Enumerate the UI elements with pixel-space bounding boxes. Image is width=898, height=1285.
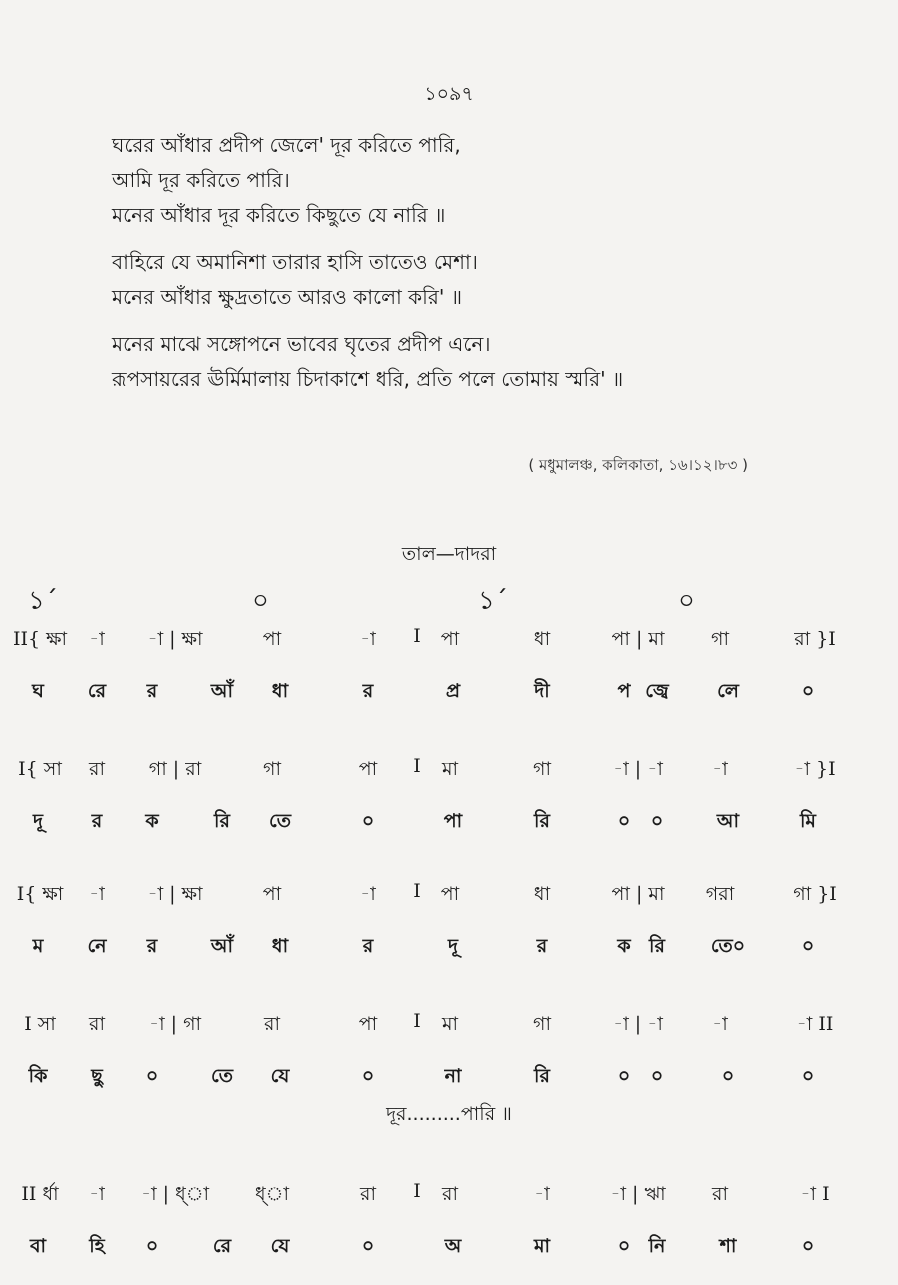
lyric-syllable: রি (534, 810, 550, 832)
lyric-syllable: ০ (650, 810, 664, 832)
lyric-syllable: ০ (361, 1065, 375, 1087)
notation-block-3 (0, 880, 898, 984)
lyric-syllable: হি (89, 1235, 105, 1257)
notation-block-1 (0, 625, 898, 729)
note-cell: -া | ক্ষা (147, 883, 203, 905)
swaralipi-row (0, 625, 898, 677)
lyric-syllable: ০ (801, 1235, 815, 1257)
note-cell: -া (360, 883, 376, 905)
note-cell: II র্ধা (21, 1183, 59, 1205)
lyric-syllable: ঘ (32, 680, 44, 702)
lyric-syllable: পা (443, 810, 463, 832)
lyric-syllable: ০ (145, 1065, 159, 1087)
poem-line: রূপসায়রের ঊর্মিমালায় চিদাকাশে ধরি, প্রতি পলে তোমায় স্মরি' ॥ (112, 367, 624, 391)
beat-marker: ০ (678, 586, 695, 616)
lyric-syllable: রি (214, 810, 230, 832)
taal-title: তাল—দাদরা (401, 543, 497, 565)
lyric-syllable: তে (269, 810, 291, 832)
lyric-syllable: ০ (801, 680, 815, 702)
lyric-syllable: আঁ (210, 680, 234, 702)
note-cell: পা | মা (611, 883, 665, 905)
lyric-syllable: অ (444, 1235, 462, 1257)
note-cell: -া I (800, 1183, 830, 1205)
note-cell: গা (263, 758, 281, 780)
lyric-syllable: যে (270, 1065, 290, 1087)
note-cell: -া II (796, 1013, 834, 1035)
lyric-syllable: র (146, 935, 158, 957)
note-cell: রা (89, 1013, 105, 1035)
note-cell: রা (712, 1183, 728, 1205)
lyric-syllable: জ্বে (645, 680, 669, 702)
note-cell: মা (441, 1013, 459, 1035)
swaralipi-row (0, 880, 898, 932)
notation-block-2 (0, 755, 898, 859)
lyric-syllable: কি (28, 1065, 48, 1087)
poem-line: মনের মাঝে সঙ্গোপনে ভাবের ঘৃতের প্রদীপ এনে। (112, 332, 491, 356)
note-cell: পা (440, 628, 460, 650)
note-cell: রা (360, 1183, 376, 1205)
lyric-syllable: ০ (361, 810, 375, 832)
lyric-syllable: র (146, 680, 158, 702)
note-cell: -া }I (794, 758, 836, 780)
note-cell: I (413, 1010, 421, 1032)
lyric-syllable: ০ (650, 1065, 664, 1087)
lyric-syllable: রে (212, 1235, 232, 1257)
note-cell: I{ সা (18, 758, 62, 780)
note-cell: -া | ধ্া (140, 1183, 210, 1205)
page-number: ১০৯৭ (424, 83, 474, 105)
lyric-row (0, 807, 898, 859)
note-cell: পা (358, 1013, 378, 1035)
beat-marker: ১´ (28, 586, 58, 616)
poem-line: মনের আঁধার ক্ষুদ্রতাতে আরও কালো করি' ॥ (112, 285, 463, 309)
note-cell: -া | -া (613, 758, 663, 780)
lyric-syllable: দূ (33, 810, 43, 832)
lyric-syllable: র (536, 935, 548, 957)
poem-line: মনের আঁধার দূর করিতে কিছুতে যে নারি ॥ (112, 203, 446, 227)
lyric-syllable: ০ (801, 935, 815, 957)
stanza-1 (112, 128, 623, 233)
lyric-syllable: শা (719, 1235, 737, 1257)
note-cell: I (413, 880, 421, 902)
lyric-syllable: ক (145, 810, 159, 832)
refrain-note: দূর.........পারি ॥ (386, 1103, 512, 1125)
swaralipi-row (0, 1010, 898, 1062)
note-cell: -া (712, 1013, 728, 1035)
lyric-syllable: ০ (801, 1065, 815, 1087)
note-cell: II{ ক্ষা (12, 628, 68, 650)
lyric-syllable: নে (87, 935, 107, 957)
note-cell: I (413, 755, 421, 777)
note-cell: গা (533, 1013, 551, 1035)
lyric-syllable: দী (534, 680, 550, 702)
note-cell: গা (533, 758, 551, 780)
lyric-syllable: প্র (445, 680, 461, 702)
note-cell: রা (442, 1183, 458, 1205)
note-cell: -া | গা (148, 1013, 202, 1035)
poem-text (112, 128, 623, 409)
lyric-syllable: ০ (721, 1065, 735, 1087)
lyric-syllable: যে (270, 1235, 290, 1257)
lyric-syllable: তে০ (710, 935, 746, 957)
lyric-syllable: ম (32, 935, 44, 957)
note-cell: -া (712, 758, 728, 780)
source-note: ( মধুমালঞ্চ, কলিকাতা, ১৬।১২।৮৩ ) (528, 456, 748, 474)
lyric-row (0, 677, 898, 729)
note-cell: I (413, 1180, 421, 1202)
stanza-2 (112, 245, 623, 315)
stanza-3 (112, 327, 623, 397)
lyric-syllable: আঁ (210, 935, 234, 957)
note-cell: ধ্া (255, 1183, 289, 1205)
lyric-syllable: ০ (361, 1235, 375, 1257)
note-cell: গরা (705, 883, 735, 905)
note-cell: ধা (533, 883, 551, 905)
lyric-syllable: আ (716, 810, 740, 832)
note-cell: গা (711, 628, 729, 650)
lyric-syllable: মি (800, 810, 816, 832)
lyric-syllable: ০ (617, 810, 631, 832)
notation-block-5 (0, 1180, 898, 1284)
lyric-syllable: মা (533, 1235, 551, 1257)
note-cell: -া (89, 883, 105, 905)
note-cell: পা (358, 758, 378, 780)
note-cell: রা }I (794, 628, 836, 650)
note-cell: I সা (24, 1013, 56, 1035)
lyric-syllable: র (362, 680, 374, 702)
lyric-syllable: লে (717, 680, 739, 702)
beat-marker: ১´ (478, 586, 508, 616)
note-cell: -া | ঋা (610, 1183, 666, 1205)
lyric-syllable: ০ (617, 1235, 631, 1257)
lyric-syllable: প (617, 680, 631, 702)
lyric-syllable: র (362, 935, 374, 957)
note-cell: পা | মা (611, 628, 665, 650)
note-cell: -া (89, 628, 105, 650)
lyric-syllable: ০ (617, 1065, 631, 1087)
swaralipi-row (0, 755, 898, 807)
poem-line: বাহিরে যে অমানিশা তারার হাসি তাতেও মেশা। (112, 250, 478, 274)
lyric-syllable: ধা (271, 680, 289, 702)
note-cell: -া | -া (613, 1013, 663, 1035)
lyric-syllable: নি (648, 1235, 666, 1257)
lyric-row (0, 932, 898, 984)
note-cell: -া (360, 628, 376, 650)
note-cell: -া (89, 1183, 105, 1205)
lyric-syllable: রি (649, 935, 665, 957)
beat-marker: ০ (252, 586, 269, 616)
note-cell: রা (264, 1013, 280, 1035)
note-cell: ধা (533, 628, 551, 650)
lyric-syllable: ০ (145, 1235, 159, 1257)
poem-line: আমি দূর করিতে পারি। (112, 168, 290, 192)
note-cell: পা (440, 883, 460, 905)
lyric-syllable: রি (534, 1065, 550, 1087)
notation-block-4 (0, 1010, 898, 1114)
lyric-syllable: ছু (91, 1065, 103, 1087)
swaralipi-row (0, 1180, 898, 1232)
note-cell: পা (262, 628, 282, 650)
note-cell: গা }I (793, 883, 837, 905)
lyric-syllable: তে (211, 1065, 233, 1087)
note-cell: মা (441, 758, 459, 780)
note-cell: -া (534, 1183, 550, 1205)
note-cell: রা (89, 758, 105, 780)
note-cell: I (413, 625, 421, 647)
lyric-syllable: বা (29, 1235, 47, 1257)
note-cell: -া | ক্ষা (147, 628, 203, 650)
lyric-syllable: রে (87, 680, 107, 702)
lyric-syllable: দূ (448, 935, 458, 957)
lyric-syllable: ক (617, 935, 631, 957)
lyric-syllable: র (91, 810, 103, 832)
note-cell: গা | রা (148, 758, 202, 780)
lyric-row (0, 1232, 898, 1284)
lyric-syllable: না (444, 1065, 462, 1087)
note-cell: পা (262, 883, 282, 905)
poem-line: ঘরের আঁধার প্রদীপ জেলে' দূর করিতে পারি, (112, 133, 461, 157)
note-cell: I{ ক্ষা (16, 883, 64, 905)
lyric-syllable: ধা (271, 935, 289, 957)
